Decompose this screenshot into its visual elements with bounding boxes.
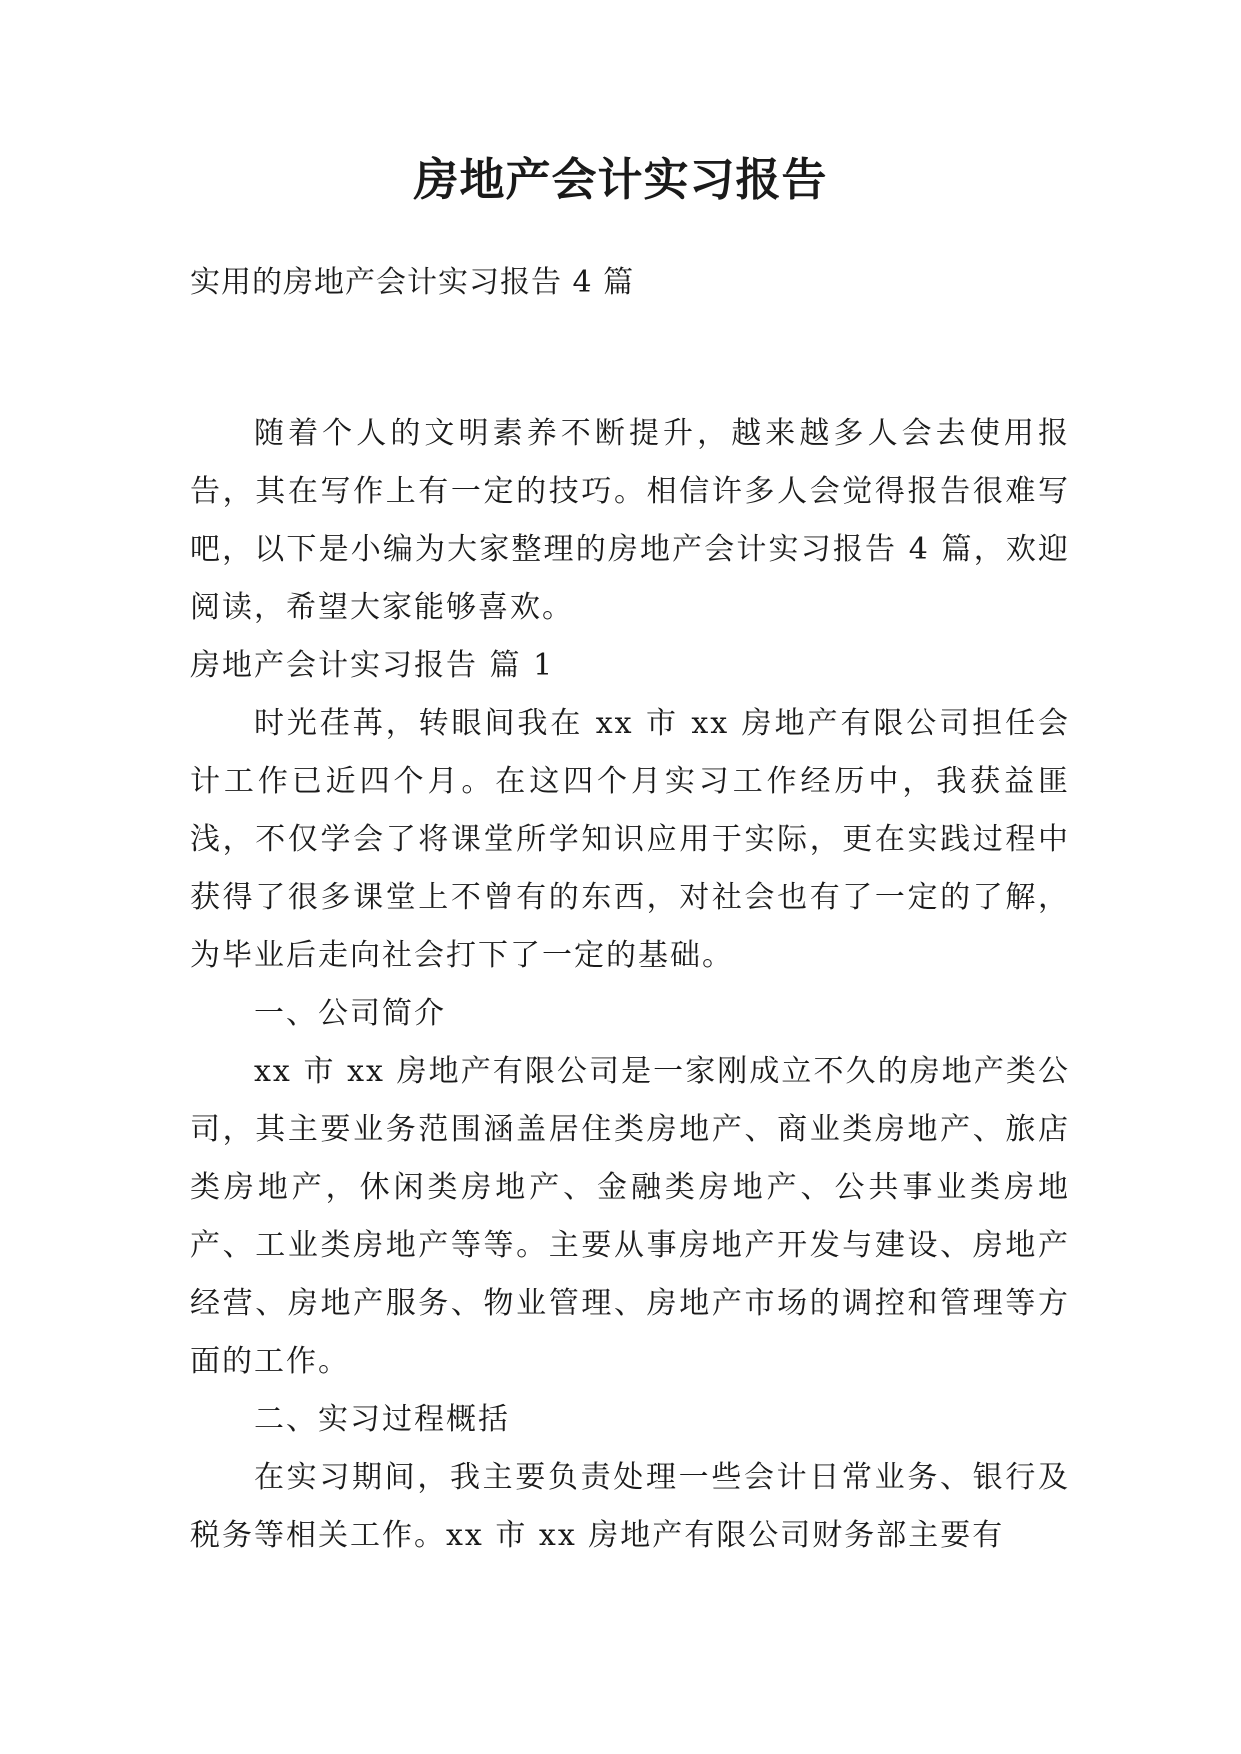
body-paragraph-internship: 在实习期间，我主要负责处理一些会计日常业务、银行及税务等相关工作。xx 市 xx 房地产有限公司财务部主要有 <box>190 1460 1070 1553</box>
body-paragraph-opening: 时光荏苒，转眼间我在 xx 市 xx 房地产有限公司担任会计工作已近四个月。在这四个月实习工作经历中，我获益匪浅，不仅学会了将课堂所学知识应用于实际，更在实践过程中获得了很多课堂上不曾有的东西，对社会也有了一定的了解，为毕业后走向社会打下了一定的基础。 <box>190 706 1070 973</box>
document-subtitle: 实用的房地产会计实习报告 4 篇 <box>190 265 635 300</box>
body-paragraph-company: xx 市 xx 房地产有限公司是一家刚成立不久的房地产类公司，其主要业务范围涵盖居住类房地产、商业类房地产、旅店类房地产，休闲类房地产、金融类房地产、公共事业类房地产、工业类房地产等等。主要从事房地产开发与建设、房地产经营、房地产服务、物业管理、房地产市场的调控和管理等方面的工作。 <box>190 1054 1070 1379</box>
document-body <box>190 405 1070 1565</box>
section-heading-part-1: 房地产会计实习报告 篇 1 <box>190 648 555 683</box>
document-title: 房地产会计实习报告 <box>413 153 828 206</box>
intro-paragraph: 随着个人的文明素养不断提升，越来越多人会去使用报告，其在写作上有一定的技巧。相信许多人会觉得报告很难写吧，以下是小编为大家整理的房地产会计实习报告 4 篇，欢迎阅读，希望大家能够喜欢。 <box>190 416 1070 625</box>
section-heading-internship-overview: 二、实习过程概括 <box>254 1402 510 1437</box>
section-heading-company-intro: 一、公司简介 <box>254 996 446 1031</box>
